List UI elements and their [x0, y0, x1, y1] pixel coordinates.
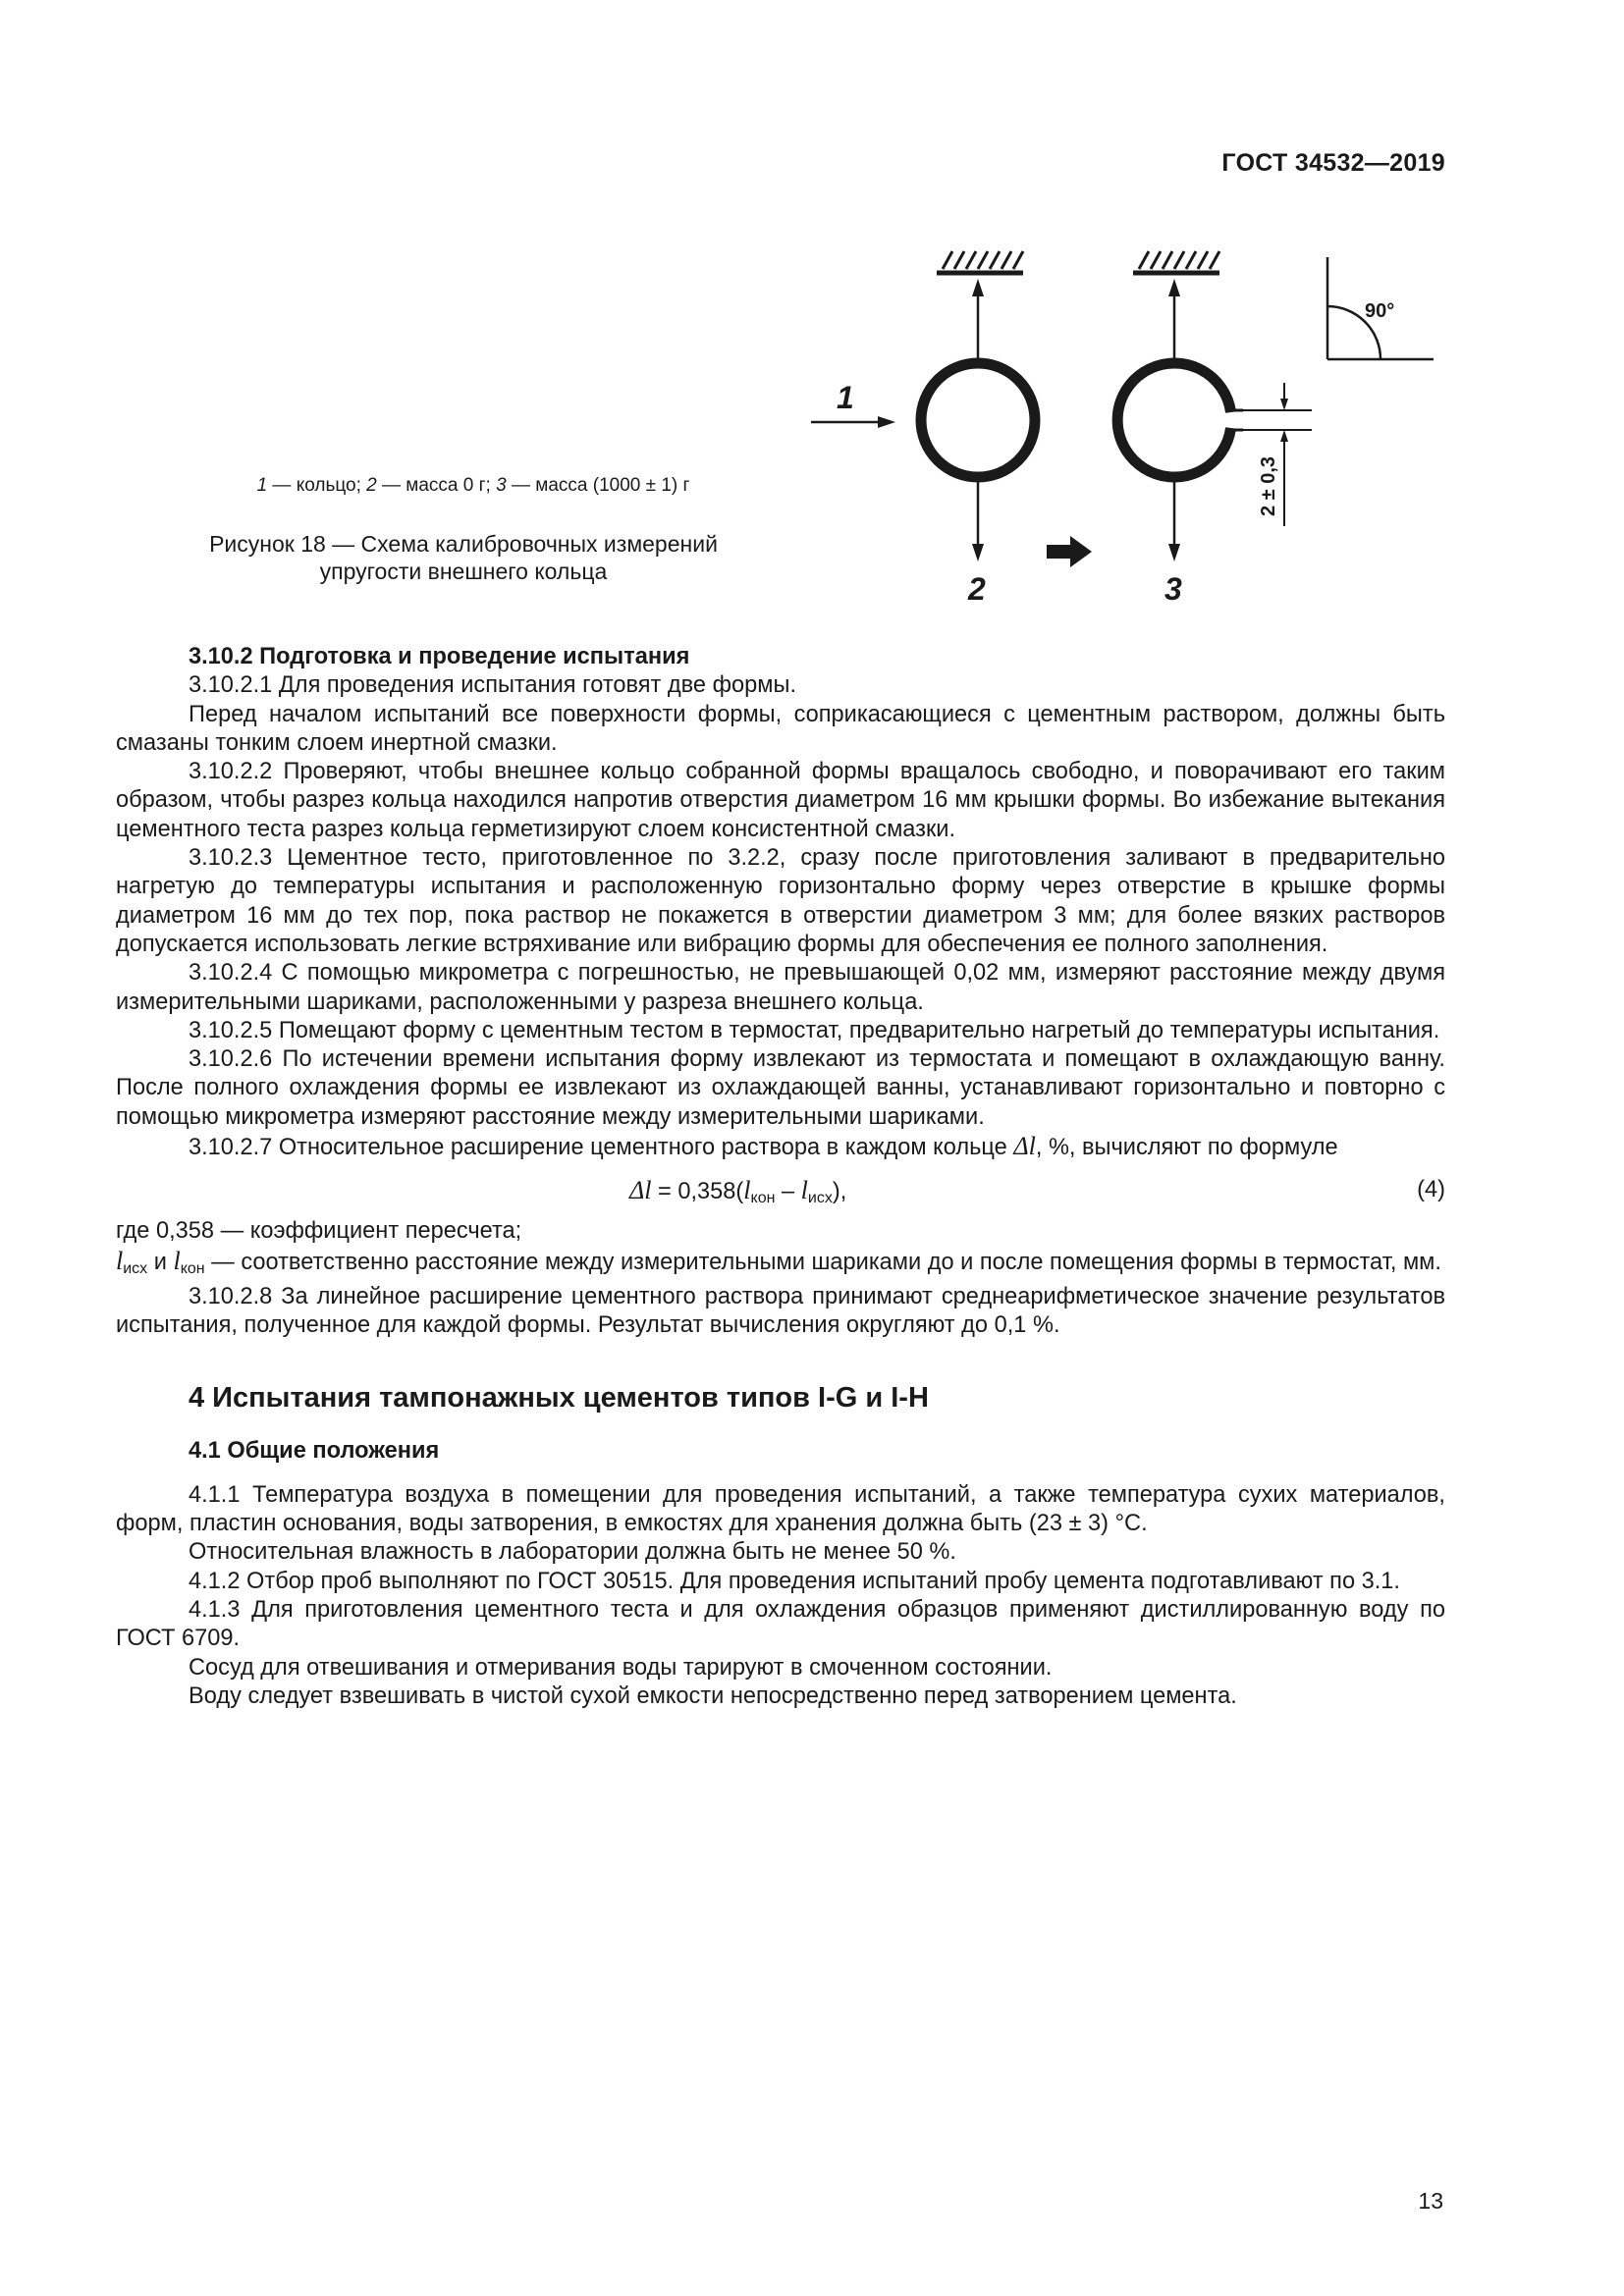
paragraph: Перед началом испытаний все поверхности формы, соприкасающиеся с цементным раствором, должны быть смазаны тонким слоем инертной смазки.	[116, 701, 1445, 756]
label-3: 3	[1164, 571, 1182, 607]
paragraph: 4.1.1 Температура воздуха в помещении для проведения испытаний, а также температура сухих материалов, форм, пластин основания, воды затворения, в емкостях для хранения должна быть (23 ± 3) °С.	[116, 1481, 1445, 1537]
label-1: 1	[837, 380, 854, 415]
formula-subscript: исх	[807, 1190, 833, 1207]
formula-subscript: кон	[180, 1259, 205, 1277]
gap-dimension-label: 2 ± 0,3	[1258, 455, 1279, 516]
paragraph: 3.10.2.1 Для проведения испытания готовят две формы.	[189, 672, 797, 699]
formula-row	[116, 1168, 1445, 1213]
transition-arrow	[1047, 536, 1092, 567]
formula	[629, 1176, 846, 1212]
legend-text-3: — масса (1000 ± 1) г	[506, 475, 690, 496]
arrow-down-right	[1168, 481, 1180, 561]
label-2: 2	[968, 571, 986, 607]
where-clause-variables	[116, 1247, 1445, 1283]
formula-var: l	[173, 1246, 181, 1275]
formula-var: l	[116, 1246, 124, 1275]
figure-18-diagram	[805, 245, 1453, 618]
paragraph: 3.10.2.5 Помещают форму с цементным тестом в термостат, предварительно нагретый до температуры испытания.	[189, 1017, 1440, 1043]
paragraph: 4.1.2 Отбор проб выполняют по ГОСТ 30515. Для проведения испытаний пробу цемента подготавливают по 3.1.	[189, 1568, 1400, 1594]
text-run: и	[147, 1249, 174, 1275]
section-heading-4-1: 4.1 Общие положения	[189, 1437, 440, 1464]
paragraph: 3.10.2.8 За линейное расширение цементного раствора принимают среднеарифметическое значение результатов испытания, полученное для каждой формы. Результат вычисления округляют до 0,1 %.	[116, 1283, 1445, 1339]
formula-var: l	[743, 1176, 751, 1205]
legend-text-2: — масса 0 г;	[376, 475, 497, 496]
legend-num-3: 3	[496, 475, 507, 496]
section-heading-3-10-2: 3.10.2 Подготовка и проведение испытания	[189, 644, 690, 669]
paragraph-formula-intro	[116, 1132, 1445, 1162]
formula-subscript: кон	[750, 1190, 776, 1207]
figure-legend	[208, 475, 738, 497]
support-left	[937, 251, 1023, 273]
formula-number: (4)	[1417, 1177, 1445, 1203]
section-heading-4: 4 Испытания тампонажных цементов типов I-G и I-H	[189, 1381, 929, 1414]
ring-left	[921, 363, 1035, 477]
document-code: ГОСТ 34532—2019	[1221, 149, 1445, 177]
variable-delta-l: Δl	[1013, 1132, 1036, 1161]
paragraph: 4.1.3 Для приготовления цементного теста и для охлаждения образцов применяют дистиллированную воду по ГОСТ 6709.	[116, 1597, 1445, 1652]
formula-end: ),	[832, 1179, 847, 1205]
paragraph: 3.10.2.3 Цементное тесто, приготовленное по 3.2.2, сразу после приготовления заливают в предварительно нагретую до температуры испытания и расположенную горизонтально форму через отверстие в крышке формы диаметром 16 мм до тех пор, пока раствор не покажется в отверстии диаметром 3 мм; для более вязких растворов допускается использовать легкие встряхивание или вибрацию формы для обеспечения ее полного заполнения.	[116, 845, 1445, 957]
paragraph: Сосуд для отвешивания и отмеривания воды тарируют в смоченном состоянии.	[189, 1654, 1053, 1681]
formula-operator: –	[775, 1179, 801, 1205]
figure-title-line1: Рисунок 18 — Схема калибровочных измерений	[209, 531, 718, 557]
text-run: , %, вычисляют по формуле	[1035, 1135, 1338, 1161]
page-number: 13	[1418, 2188, 1443, 2214]
angle-label: 90°	[1365, 300, 1395, 322]
arrow-up-left	[972, 279, 984, 359]
gap-stubs	[1230, 410, 1243, 430]
arrow-down-left	[972, 481, 984, 561]
formula-coef: = 0,358(	[651, 1179, 744, 1205]
arrow-up-right	[1168, 279, 1180, 359]
paragraph: 3.10.2.4 С помощью микрометра с погрешностью, не превышающей 0,02 мм, измеряют расстояние между двумя измерительными шариками, расположенными у разреза внешнего кольца.	[116, 960, 1445, 1015]
formula-var: l	[800, 1176, 808, 1205]
figure-title-line2: упругости внешнего кольца	[319, 559, 608, 584]
where-clause: где 0,358 — коэффициент пересчета;	[116, 1218, 522, 1245]
paragraph: Воду следует взвешивать в чистой сухой емкости непосредственно перед затворением цемента.	[189, 1682, 1237, 1709]
arrow-label-1	[811, 416, 895, 428]
paragraph: Относительная влажность в лаборатории должна быть не менее 50 %.	[189, 1539, 956, 1566]
formula-lhs: Δl	[629, 1176, 652, 1205]
text-run: — соответственно расстояние между измерительными шариками до и после помещения формы в термостат, мм.	[204, 1249, 1441, 1275]
legend-num-2: 2	[366, 475, 377, 496]
support-right	[1133, 251, 1219, 273]
paragraph: 3.10.2.6 По истечении времени испытания форму извлекают из термостата и помещают в охлаждающую ванну. После полного охлаждения формы ее извлекают из охлаждающей ванны, устанавливают горизонтально и повторно с помощью микрометра измеряют расстояние между измерительными шариками.	[116, 1046, 1445, 1130]
legend-text-1: — кольцо;	[267, 475, 367, 496]
formula-subscript: исх	[123, 1259, 148, 1277]
body-text	[116, 643, 1445, 1711]
figure-title	[169, 530, 758, 585]
paragraph: 3.10.2.2 Проверяют, чтобы внешнее кольцо собранной формы вращалось свободно, и поворачивают его таким образом, чтобы разрез кольца находился напротив отверстия диаметром 16 мм крышки формы. Во избежание вытекания цементного теста разрез кольца герметизируют слоем консистентной смазки.	[116, 759, 1445, 842]
legend-num-1: 1	[256, 475, 268, 496]
text-run: 3.10.2.7 Относительное расширение цементного раствора в каждом кольце	[189, 1135, 1014, 1161]
ring-right-split	[1117, 363, 1230, 477]
